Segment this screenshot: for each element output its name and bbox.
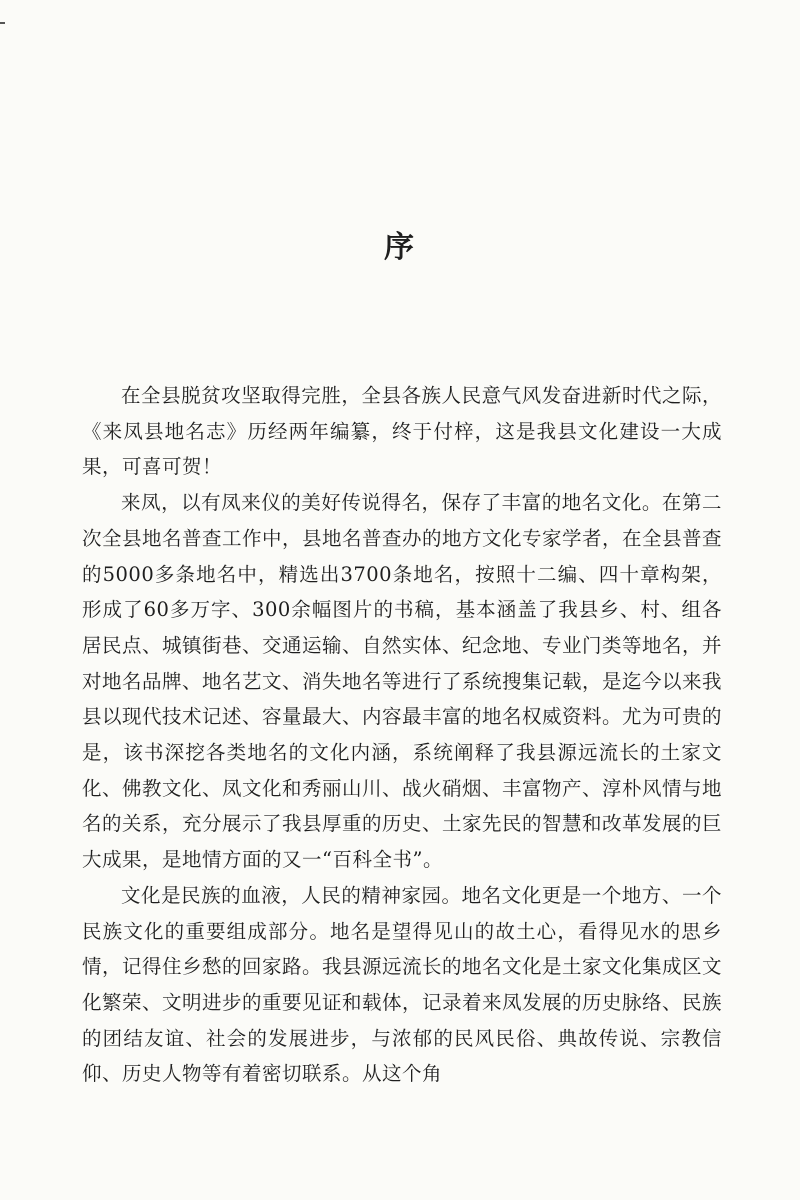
page-title: 序 bbox=[384, 230, 416, 265]
paragraph-2: 来凤，以有凤来仪的美好传说得名，保存了丰富的地名文化。在第二次全县地名普查工作中，县地名普查办的地方文化专家学者，在全县普查的5000多条地名中，精选出3700条地名，按照十二编、四十章构架，形成了60多万字、300余幅图片的书稿，基本涵盖了我县乡、村、组各居民点、城镇街巷、交通运输、自然实体、纪念地、专业门类等地名，并对地名品牌、地名艺文、消失地名等进行了系统搜集记载，是迄今以来我县以现代技术记述、容量最大、内容最丰富的地名权威资料。尤为可贵的是，该书深挖各类地名的文化内涵，系统阐释了我县源远流长的土家文化、佛教文化、凤文化和秀丽山川、战火硝烟、丰富物产、淳朴风情与地名的关系，充分展示了我县厚重的历史、土家先民的智慧和改革发展的巨大成果，是地情方面的又一“百科全书”。 bbox=[82, 491, 723, 872]
paragraph-3: 文化是民族的血液，人民的精神家园。地名文化更是一个地方、一个民族文化的重要组成部分。地名是望得见山的故土心，看得见水的思乡情，记得住乡愁的回家路。我县源远流长的地名文化是土家文化集成区文化繁荣、文明进步的重要见证和载体，记录着来凤发展的历史脉络、民族的团结友谊、社会的发展进步，与浓郁的民风民俗、典故传说、宗教信仰、历史人物等有着密切联系。从这个角 bbox=[82, 883, 723, 1086]
page-edge-mark bbox=[0, 22, 5, 24]
paragraph-1: 在全县脱贫攻坚取得完胜，全县各族人民意气风发奋进新时代之际，《来凤县地名志》历经两年编纂，终于付梓，这是我县文化建设一大成果，可喜可贺！ bbox=[82, 384, 722, 479]
body-text bbox=[82, 378, 722, 1092]
